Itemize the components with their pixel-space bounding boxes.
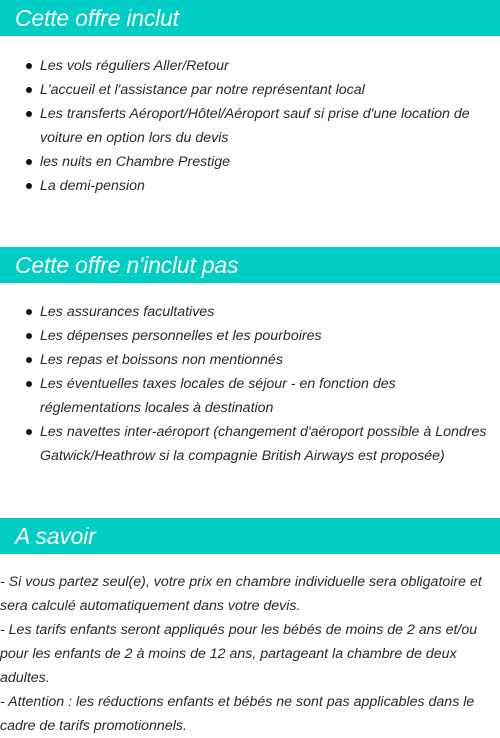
list-item: Les transferts Aéroport/Hôtel/Aéroport sauf si prise d'une location de voiture en option lors du devis xyxy=(0,102,500,150)
info-paragraph: - Les tarifs enfants seront appliqués pour les bébés de moins de 2 ans et/ou pour les enfants de 2 à moins de 12 ans, partageant la chambre de deux adultes. xyxy=(0,622,478,686)
not-included-list xyxy=(0,300,500,468)
list-item: Les assurances facultatives xyxy=(0,300,500,324)
list-item: Les navettes inter-aéroport (changement d'aéroport possible à Londres Gatwick/Heathrow si la compagnie British Airways est proposée) xyxy=(0,420,500,468)
list-item: les nuits en Chambre Prestige xyxy=(0,150,500,174)
section-title-not-included: Cette offre n'inclut pas xyxy=(0,247,500,283)
info-paragraph: - Si vous partez seul(e), votre prix en chambre individuelle sera obligatoire et sera calculé automatiquement dans votre devis. xyxy=(0,574,482,614)
list-item: La demi-pension xyxy=(0,174,500,198)
section-title-included: Cette offre inclut xyxy=(0,0,500,36)
list-item: L'accueil et l'assistance par notre représentant local xyxy=(0,78,500,102)
list-item: Les repas et boissons non mentionnés xyxy=(0,348,500,372)
section-title-good-to-know: A savoir xyxy=(0,518,500,554)
list-item: Les dépenses personnelles et les pourboires xyxy=(0,324,500,348)
info-paragraph: - Attention : les réductions enfants et bébés ne sont pas applicables dans le cadre de tarifs promotionnels. xyxy=(0,694,475,734)
list-item: Les éventuelles taxes locales de séjour - en fonction des réglementations locales à destination xyxy=(0,372,500,420)
good-to-know-text xyxy=(0,570,500,738)
included-list xyxy=(0,54,500,198)
list-item: Les vols réguliers Aller/Retour xyxy=(0,54,500,78)
